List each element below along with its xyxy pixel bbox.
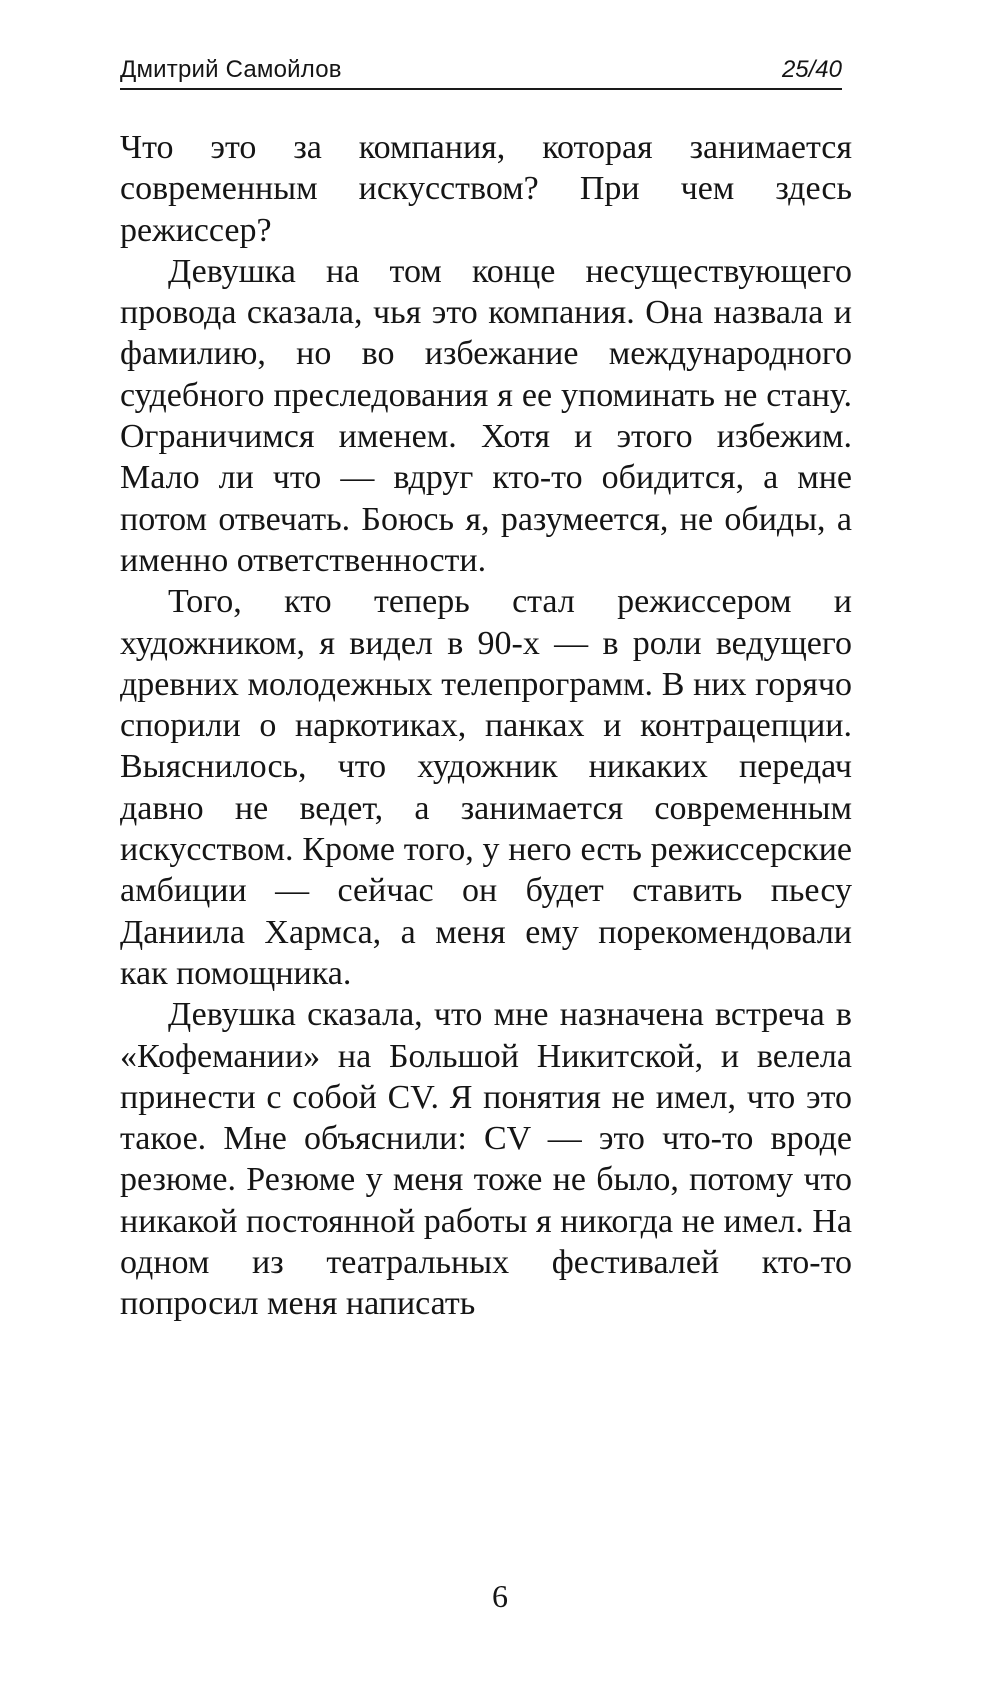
- paragraph-4: Девушка сказала, что мне назначена встреча в «Кофемании» на Большой Никитской, и велела принести с собой CV. Я понятия не имел, что это такое. Мне объяснили: CV — это что-то вроде резюме. Резюме у меня тоже не было, потому что никакой постоянной работы я никогда не имел. На одном из театральных фестивалей кто-то попросил меня написать: [120, 996, 852, 1323]
- page-counter: 25/40: [781, 56, 842, 83]
- paragraph-2: Девушка на том конце несуществующего провода сказала, чья это компания. Она назвала и фамилию, но во избежание международного судебного преследования я ее упоминать не стану. Ограничимся именем. Хотя и этого избежим. Мало ли что — вдруг кто-то обидится, а мне потом отвечать. Боюсь я, разумеется, не обиды, а именно ответственности.: [120, 252, 852, 579]
- paragraph-3: Того, кто теперь стал режиссером и художником, я видел в 90-х — в роли ведущего древних молодежных телепрограмм. В них горячо спорили о наркотиках, панках и контрацепции. Выяснилось, что художник никаких передач давно не ведет, а занимается современным искусством. Кроме того, у него есть режиссерские амбиции — сейчас он будет ставить пьесу Даниила Хармса, а меня ему порекомендовали как помощника.: [120, 583, 852, 992]
- page-number: 6: [492, 1578, 508, 1614]
- running-header: [120, 52, 842, 90]
- author-name: Дмитрий Самойлов: [120, 56, 342, 83]
- body-text: [120, 127, 852, 1325]
- paragraph-1: Что это за компания, которая занимается современным искусством? При чем здесь режиссер?: [120, 129, 852, 249]
